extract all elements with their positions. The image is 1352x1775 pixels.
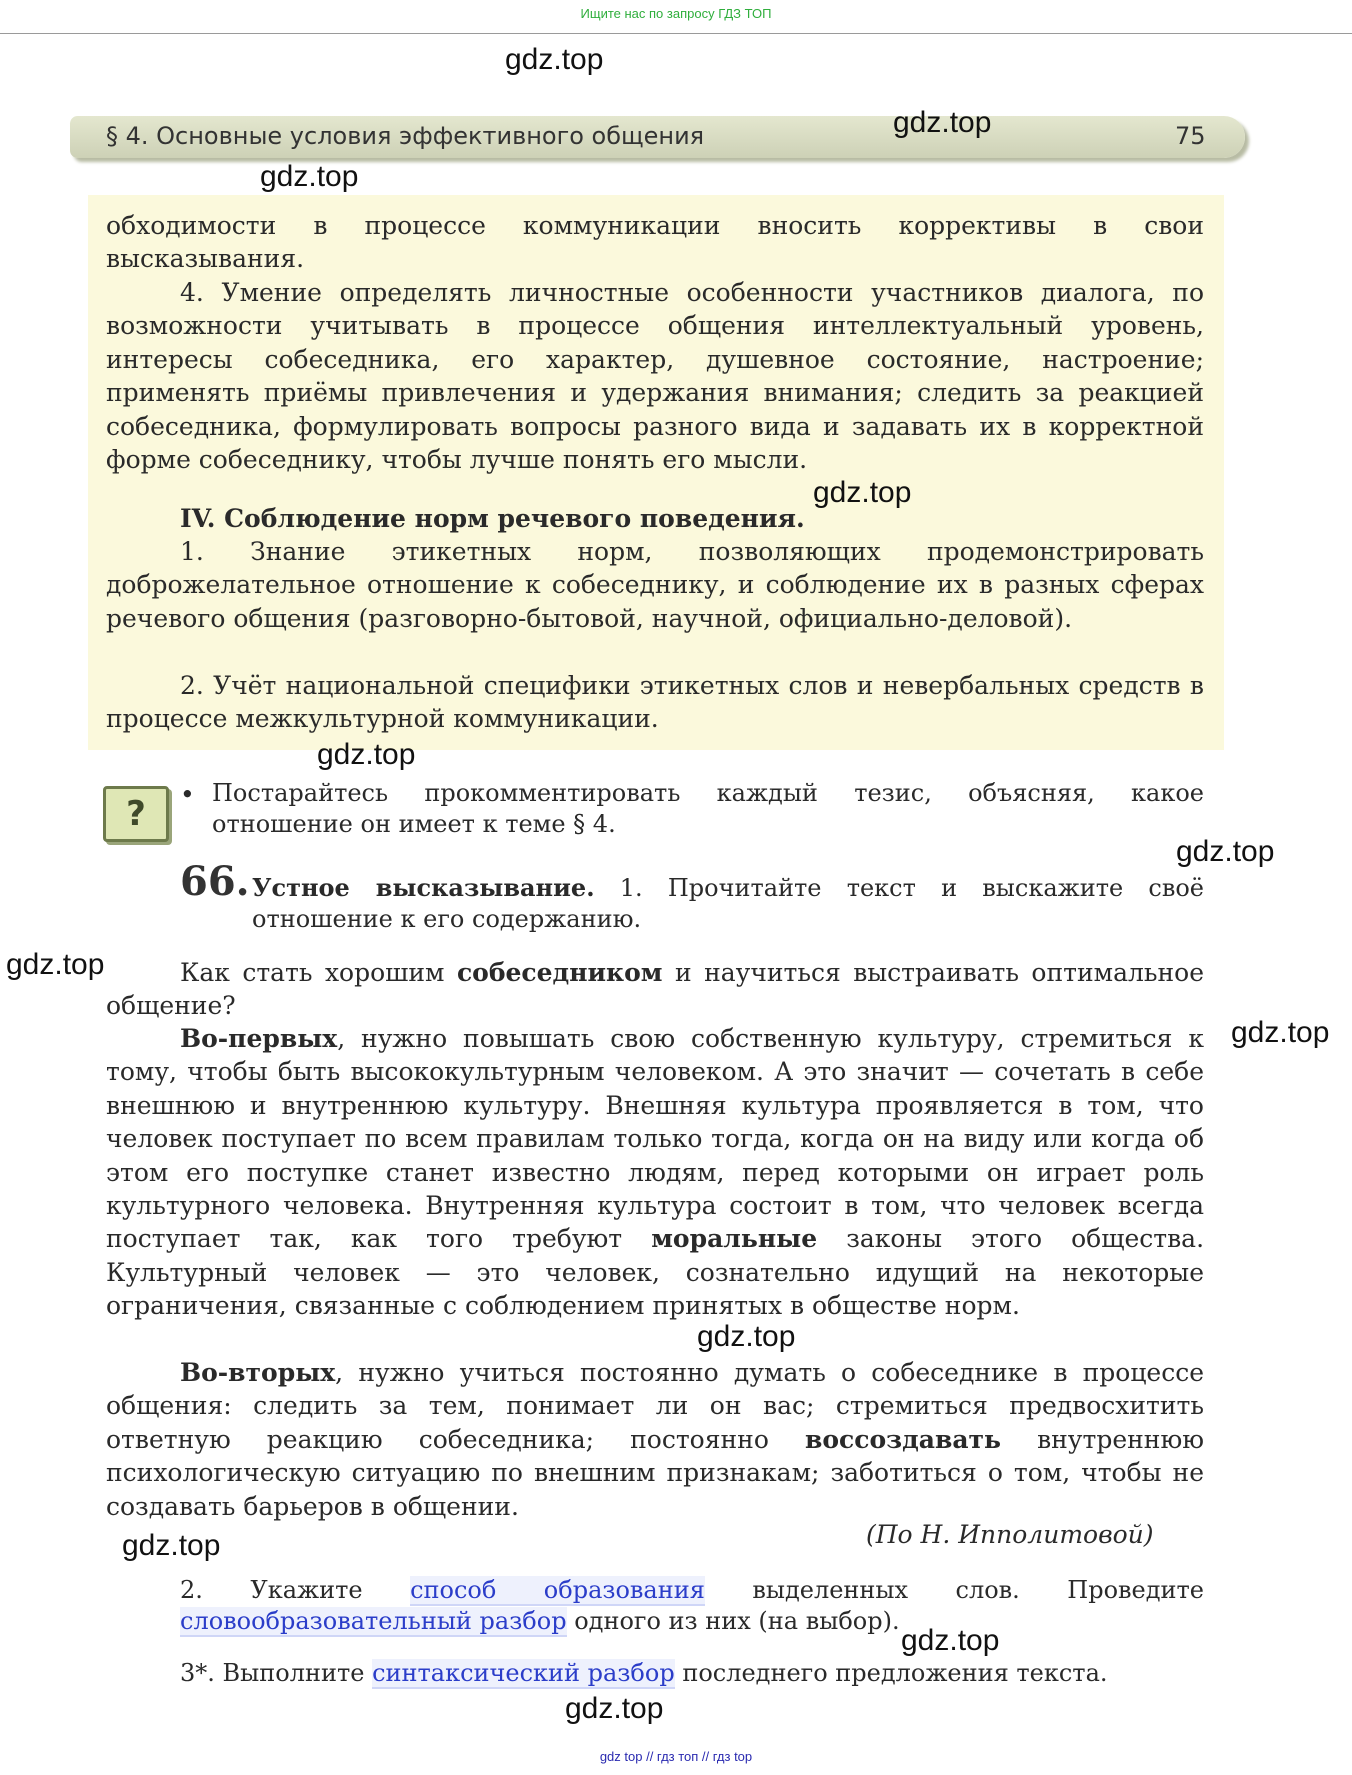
exercise-task-1 <box>252 872 1204 935</box>
link-sintaksicheskii-razbor[interactable]: синтаксический разбор <box>372 1659 675 1687</box>
link-sposob-obrazovaniya[interactable]: способ образования <box>410 1576 705 1604</box>
exercise-number: 66. <box>180 858 250 905</box>
watermark: gdz.top <box>697 1320 796 1353</box>
panel-paragraph-2: 4. Умение определять личностные особенности участников диалога, по возможности учитывать в процессе общения интеллектуальный уровень, интересы собеседника, его характер, душевное состояние, настроение; применять приёмы привлечения и удержания внимания; следить за реакцией собеседника, формулировать вопросы разного вида и задавать их в корректной форме собеседнику, чтобы лучше понять его мысли. <box>106 278 1204 475</box>
p3-part-d: внутреннюю психологическую ситуацию по внешним признакам; заботиться о том, чтобы не создавать барьеров в общении. <box>106 1424 1204 1521</box>
watermark: gdz.top <box>813 476 912 509</box>
exercise-task-2 <box>180 1575 1204 1637</box>
top-banner: Ищите нас по запросу ГДЗ ТОП <box>580 6 772 21</box>
task-3-part-b: последнего предложения текста. <box>682 1659 1108 1687</box>
watermark: gdz.top <box>893 106 992 139</box>
p1-part-c: и научиться выстраивать оптимальное общение? <box>106 958 1204 1021</box>
question-text: Постарайтесь прокомментировать каждый тезис, объясняя, какое отношение он имеет к теме § 4. <box>212 779 1204 838</box>
highlighted-word-moralnye: моральные <box>651 1224 818 1254</box>
watermark: gdz.top <box>317 738 416 771</box>
bottom-banner: gdz top // гдз топ // гдз top <box>599 1749 753 1764</box>
p3-part-b: , нужно учиться постоянно думать о собеседнике в процессе общения: следить за тем, понимает ли он вас; стремиться предвосхитить ответную реакцию собеседника; постоянно <box>106 1358 1204 1454</box>
p1-part-a: Как стать хорошим <box>180 958 445 987</box>
text-paragraph-1 <box>106 956 1204 1023</box>
bullet: • <box>180 780 195 809</box>
panel-paragraph-4: 2. Учёт национальной специфики этикетных слов и невербальных средств в процессе межкультурной коммуникации. <box>106 671 1204 734</box>
link-slovoobrazovatelnyi-razbor[interactable]: словообразовательный разбор <box>180 1607 567 1635</box>
p2-part-b: , нужно повышать свою собственную культуру, стремиться к тому, чтобы быть высококультурным человеком. А это значит — сочетать в себе внешнюю и внутреннюю культуру. Внешняя культура проявляется в том, что человек поступает по всем правилам только тогда, когда он на виду или когда об этом его поступке станет известно людям, перед которыми он играет роль культурного человека. Внутренняя культура состоит в том, что человек всегда поступает так, как того требуют <box>106 1024 1204 1254</box>
panel-heading: IV. Соблюдение норм речевого поведения. <box>180 504 805 533</box>
watermark: gdz.top <box>1176 835 1275 868</box>
watermark: gdz.top <box>565 1692 664 1725</box>
watermark: gdz.top <box>260 160 359 193</box>
task-3-part-a: 3*. Выполните <box>180 1659 365 1687</box>
watermark: gdz.top <box>901 1624 1000 1657</box>
exercise-title: Устное высказывание. <box>252 873 595 902</box>
text-paragraph-3 <box>106 1356 1204 1523</box>
section-title: § 4. Основные условия эффективного общения <box>106 122 705 150</box>
top-divider <box>0 33 1352 34</box>
highlighted-word-vo-pervyh: Во-первых <box>180 1024 338 1053</box>
watermark: gdz.top <box>505 43 604 76</box>
page-number: 75 <box>1175 122 1206 150</box>
exercise-task-1-text: 1. Прочитайте текст и выскажите своё отношение к его содержанию. <box>252 874 1204 933</box>
exercise-task-3 <box>180 1658 1204 1689</box>
panel-paragraph-1: обходимости в процессе коммуникации вносить коррективы в свои высказывания. <box>106 211 1204 274</box>
watermark: gdz.top <box>1231 1016 1330 1049</box>
highlighted-word-sobesednikom: собеседником <box>456 958 663 987</box>
task-2-part-b: выделенных слов. Проведите <box>752 1576 1205 1604</box>
panel-paragraph-3: 1. Знание этикетных норм, позволяющих продемонстрировать доброжелательное отношение к собеседнику, и соблюдение их в разных сферах речевого общения (разговорно-бытовой, научной, официально-деловой). <box>106 537 1204 633</box>
highlighted-word-vossozdavat: воссоздавать <box>804 1424 1001 1454</box>
text-author: (По Н. Ипполитовой) <box>866 1520 1154 1549</box>
watermark: gdz.top <box>6 948 105 981</box>
question-mark-icon: ? <box>103 786 169 842</box>
text-paragraph-2 <box>106 1022 1204 1323</box>
task-2-part-c: одного из них (на выбор). <box>574 1607 900 1635</box>
task-2-part-a: 2. Укажите <box>180 1576 363 1604</box>
highlighted-word-vo-vtoryh: Во-вторых <box>180 1358 336 1387</box>
p2-part-d: законы этого общества. Культурный человек — это человек, сознательно идущий на некоторые ограничения, связанные с соблюдением принятых в обществе норм. <box>106 1224 1205 1321</box>
watermark: gdz.top <box>122 1529 221 1562</box>
